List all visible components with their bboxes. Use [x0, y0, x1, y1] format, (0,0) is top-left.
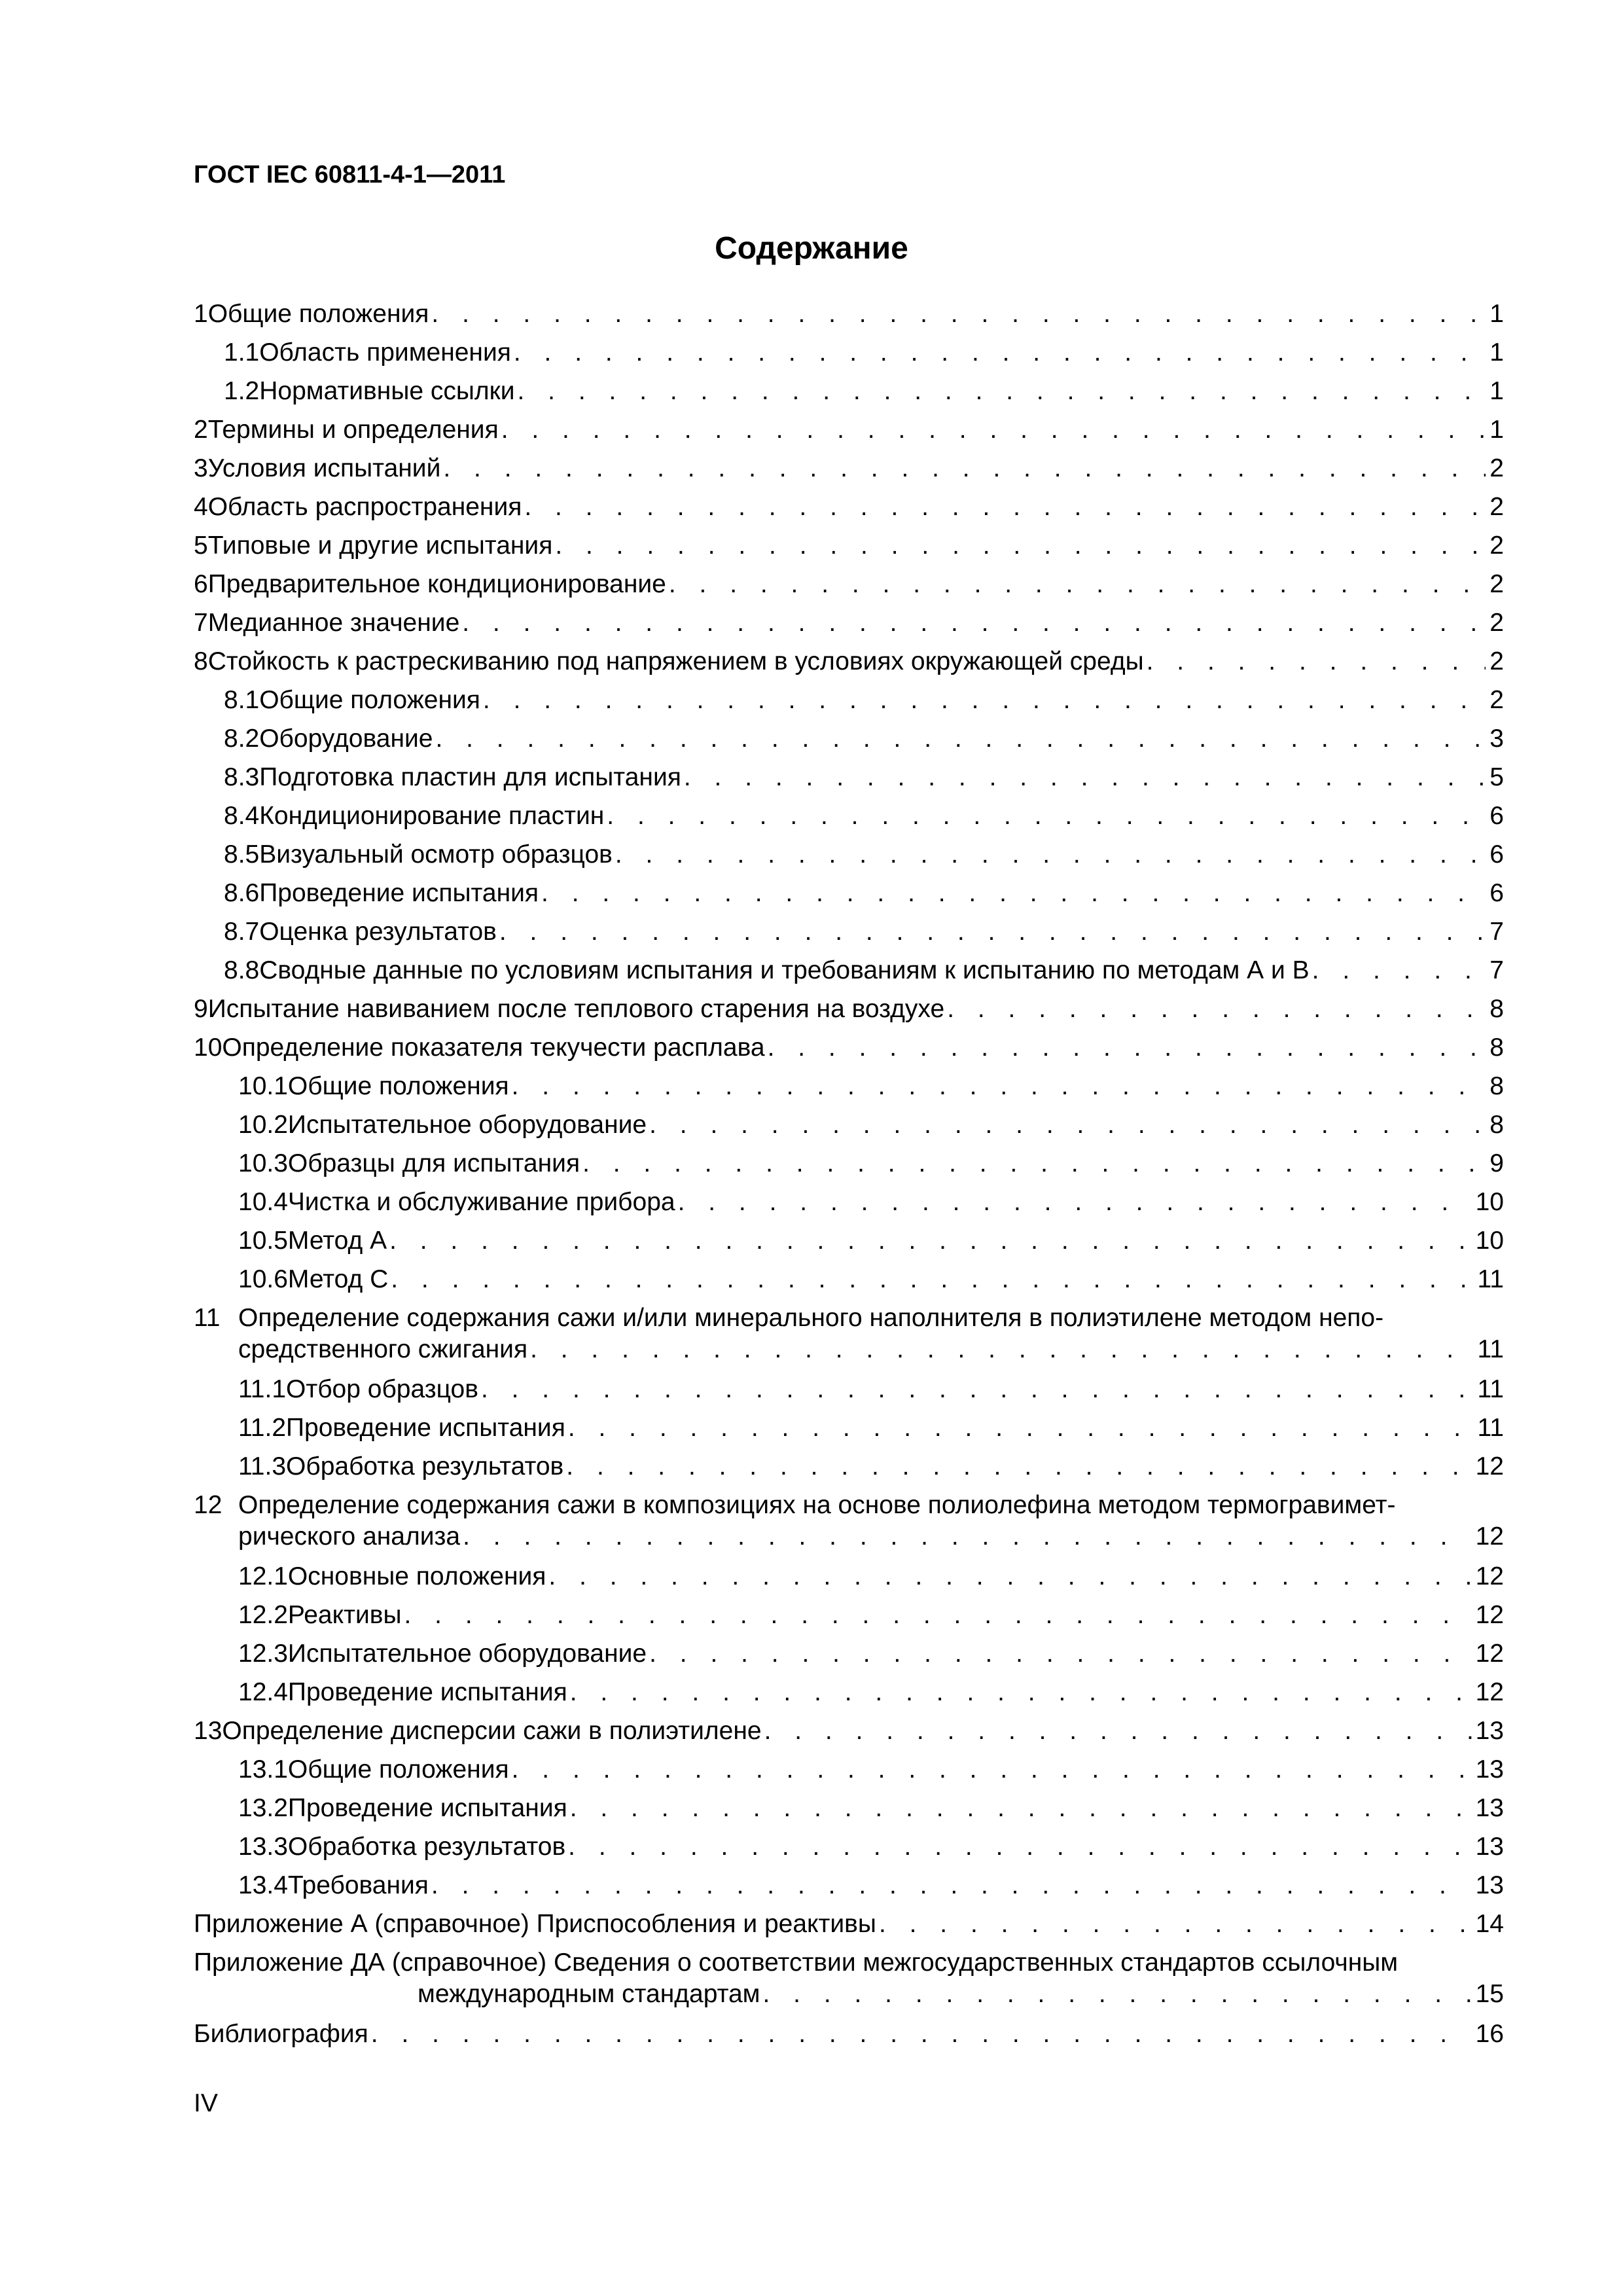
toc-leader: [404, 1600, 1471, 1631]
toc-leader: [518, 376, 1486, 407]
toc-entry-title: Определение показателя текучести расплава: [222, 1033, 765, 1062]
toc-entry[interactable]: [194, 955, 1504, 986]
toc-entry-title: Область распространения: [207, 493, 522, 521]
toc-entry-title: Проведение испытания: [287, 1678, 567, 1706]
toc-entry-title: Метод А: [287, 1227, 387, 1255]
toc-leader: [463, 1521, 1472, 1552]
toc-entry-page: 9: [1489, 1149, 1504, 1177]
toc-leader: [947, 994, 1486, 1025]
toc-entry-title: Общие положения: [287, 1755, 509, 1784]
toc-entry-appendix-a[interactable]: [194, 1909, 1504, 1940]
toc-entry-page: 8: [1489, 1072, 1504, 1100]
toc-entry-number: 13: [194, 1717, 223, 1745]
toc-leader: [462, 607, 1486, 639]
toc-entry-title: Сводные данные по условиям испытания и требованиям к испытанию по методам А и В: [259, 956, 1310, 984]
toc-entry-title: Нормативные ссылки: [259, 377, 515, 405]
toc-entry-title-continued: рического анализа: [238, 1522, 461, 1551]
toc-entry-number: 4: [194, 493, 208, 521]
toc-entry-number: 1.2: [224, 377, 260, 405]
toc-entry-page: 10: [1475, 1188, 1504, 1216]
toc-leader: [555, 530, 1486, 562]
toc-entry-page: 13: [1475, 1871, 1504, 1899]
toc-leader: [615, 839, 1486, 870]
toc-entry-title: Общие положения: [287, 1072, 509, 1100]
toc-entry-appendix-da[interactable]: [194, 1947, 1504, 2010]
toc-entry-number: 10.5: [238, 1227, 288, 1255]
toc-entry[interactable]: [194, 685, 1504, 716]
toc-entry-number: 3: [194, 454, 208, 482]
toc-entry-title: Определение дисперсии сажи в полиэтилене: [222, 1717, 762, 1745]
toc-entry-page: 2: [1489, 493, 1504, 521]
toc-entry-page: 12: [1475, 1601, 1504, 1629]
toc-entry-page: 12: [1475, 1452, 1504, 1480]
toc-entry-number: 11: [194, 1304, 221, 1332]
toc-entry-number: 13.1: [238, 1755, 288, 1784]
toc-leader: [512, 1754, 1472, 1785]
toc-entry-page: 6: [1489, 840, 1504, 869]
toc-entry-page: 2: [1489, 454, 1504, 482]
toc-entry-page: 13: [1475, 1717, 1504, 1745]
toc-entry-title: Образцы для испытания: [287, 1149, 580, 1177]
toc-entry-number: 8.1: [224, 686, 260, 714]
toc-entry-number: 9: [194, 995, 208, 1023]
toc-entry[interactable]: [194, 1412, 1504, 1444]
toc-entry[interactable]: [194, 1225, 1504, 1257]
toc-entry-number: 6: [194, 570, 208, 598]
toc-entry-page: 2: [1489, 570, 1504, 598]
toc-entry[interactable]: [194, 1754, 1504, 1785]
toc-entry[interactable]: [194, 1187, 1504, 1218]
toc-entry-page: 8: [1489, 995, 1504, 1023]
toc-entry-number: 10.3: [238, 1149, 288, 1177]
toc-entry[interactable]: [194, 1561, 1504, 1592]
toc-entry[interactable]: [194, 800, 1504, 832]
toc-leader: [570, 1793, 1472, 1824]
toc-entry-page: 6: [1489, 879, 1504, 907]
toc-entry-page: 15: [1475, 1980, 1504, 2008]
toc-entry[interactable]: [194, 1109, 1504, 1141]
toc-leader: [431, 298, 1486, 330]
toc-entry-number: 10.6: [238, 1265, 288, 1293]
document-header: ГОСТ IEC 60811-4-1—2011: [194, 161, 506, 188]
toc-leader: [530, 1334, 1473, 1365]
toc-leader: [879, 1909, 1472, 1940]
toc-entry[interactable]: [194, 839, 1504, 870]
toc-entry[interactable]: [194, 453, 1504, 484]
toc-entry-number: 10.1: [238, 1072, 288, 1100]
toc-entry-number: 2: [194, 416, 208, 444]
toc-leader: [501, 414, 1486, 446]
toc-entry[interactable]: [194, 1451, 1504, 1482]
toc-entry-title: Обработка результатов: [287, 1833, 566, 1861]
toc-leader: [541, 878, 1486, 909]
toc-entry[interactable]: [194, 1638, 1504, 1670]
toc-leader: [566, 1451, 1471, 1482]
toc-leader: [499, 916, 1486, 948]
toc-entry-number: 8.2: [224, 725, 260, 753]
toc-entry-number: 5: [194, 531, 208, 560]
toc-entry-number: 10: [194, 1033, 223, 1062]
toc-entry[interactable]: [194, 723, 1504, 755]
toc-entry[interactable]: [194, 1715, 1504, 1747]
toc-entry-bibliography[interactable]: [194, 2018, 1504, 2050]
toc-entry-title: Кондиционирование пластин: [259, 802, 605, 830]
toc-entry[interactable]: [194, 916, 1504, 948]
toc-entry-title: Метод С: [287, 1265, 389, 1293]
toc-entry-number: 11.3: [238, 1452, 287, 1480]
toc-leader: [678, 1187, 1472, 1218]
toc-entry-title: Приложение ДА (справочное) Сведения о соответствии межгосударственных стандартов ссылочным: [194, 1948, 1399, 1977]
toc-leader: [764, 1715, 1472, 1747]
toc-entry-page: 13: [1475, 1833, 1504, 1861]
toc-entry-page: 12: [1475, 1640, 1504, 1668]
toc-entry-page: 1: [1489, 338, 1504, 367]
toc-entry-title: Приложение А (справочное) Приспособления и реактивы: [194, 1910, 876, 1938]
toc-leader: [371, 2018, 1472, 2050]
toc-entry-page: 14: [1475, 1910, 1504, 1938]
toc-entry-title: Оценка результатов: [259, 918, 497, 946]
toc-entry-page: 2: [1489, 531, 1504, 560]
toc-entry-page: 2: [1489, 686, 1504, 714]
toc-entry[interactable]: [194, 1870, 1504, 1901]
toc-leader: [524, 492, 1486, 523]
toc-entry-number: 12.4: [238, 1678, 288, 1706]
toc-entry-title: Испытание навиванием после теплового старения на воздухе: [207, 995, 945, 1023]
toc-entry-title: Чистка и обслуживание прибора: [287, 1188, 675, 1216]
toc-entry-page: 8: [1489, 1111, 1504, 1139]
toc-entry-page: 1: [1489, 300, 1504, 328]
toc-entry-number: 1.1: [224, 338, 260, 367]
toc-entry[interactable]: [194, 337, 1504, 368]
toc-leader: [391, 1264, 1473, 1295]
toc-entry[interactable]: [194, 1793, 1504, 1824]
toc-entry-title: Проведение испытания: [287, 1794, 567, 1822]
toc-leader: [684, 762, 1486, 793]
toc-entry-page: 13: [1475, 1794, 1504, 1822]
toc-entry-title: Требования: [287, 1871, 429, 1899]
toc-entry[interactable]: [194, 1490, 1504, 1552]
toc-leader: [389, 1225, 1472, 1257]
toc-entry-title: Условия испытаний: [207, 454, 441, 482]
toc-entry-title: Проведение испытания: [286, 1414, 565, 1442]
toc-entry-number: 8: [194, 647, 208, 675]
toc-leader: [1147, 646, 1486, 677]
toc-entry-title: Библиография: [194, 2020, 368, 2048]
toc-leader: [568, 1412, 1474, 1444]
toc-entry-page: 12: [1475, 1678, 1504, 1706]
toc-entry[interactable]: [194, 492, 1504, 523]
toc-entry-title: Типовые и другие испытания: [207, 531, 553, 560]
toc-entry-page: 13: [1475, 1755, 1504, 1784]
toc-entry-number: 8.5: [224, 840, 260, 869]
toc-leader: [483, 685, 1486, 716]
toc-entry-number: 8.6: [224, 879, 260, 907]
toc-entry[interactable]: [194, 762, 1504, 793]
toc-entry-page: 11: [1477, 1265, 1504, 1293]
toc-leader: [649, 1638, 1472, 1670]
toc-leader: [1312, 955, 1486, 986]
toc-entry-title: Испытательное оборудование: [287, 1640, 647, 1668]
toc-entry-number: 12.1: [238, 1562, 288, 1590]
toc-entry[interactable]: [194, 1264, 1504, 1295]
toc-entry-number: 11.1: [238, 1375, 287, 1403]
toc-leader: [548, 1561, 1471, 1592]
toc-entry[interactable]: [194, 414, 1504, 446]
toc-entry[interactable]: [194, 1374, 1504, 1405]
toc-leader: [481, 1374, 1474, 1405]
toc-entry[interactable]: [194, 878, 1504, 909]
page-number: IV: [194, 2089, 218, 2117]
page-title: Содержание: [715, 231, 908, 266]
toc-entry-title: Определение содержания сажи в композициях на основе полиолефина методом термогравимет-: [238, 1491, 1396, 1519]
toc-entry-title: Термины и определения: [207, 416, 499, 444]
toc-leader: [435, 723, 1486, 755]
toc-entry[interactable]: [194, 298, 1504, 330]
toc-entry-number: 8.7: [224, 918, 260, 946]
toc-entry-title-continued: средственного сжигания: [238, 1335, 528, 1363]
toc-leader: [514, 337, 1486, 368]
toc-entry-number: 12.3: [238, 1640, 288, 1668]
toc-entry[interactable]: [194, 1677, 1504, 1708]
toc-entry-page: 2: [1489, 647, 1504, 675]
toc-entry-number: 11.2: [238, 1414, 287, 1442]
toc-entry[interactable]: [194, 1032, 1504, 1064]
toc-leader: [570, 1677, 1472, 1708]
toc-entry-page: 7: [1489, 956, 1504, 984]
toc-entry-title: Испытательное оборудование: [287, 1111, 647, 1139]
toc-entry-page: 8: [1489, 1033, 1504, 1062]
toc-entry-number: 10.4: [238, 1188, 288, 1216]
toc-entry-number: 8.4: [224, 802, 260, 830]
toc-entry[interactable]: [194, 607, 1504, 639]
toc-entry[interactable]: [194, 1071, 1504, 1102]
toc-leader: [607, 800, 1486, 832]
toc-entry-title: Определение содержания сажи и/или минерального наполнителя в полиэтилене методом непо-: [238, 1304, 1384, 1332]
toc-entry-page: 11: [1477, 1414, 1504, 1442]
toc-leader: [582, 1148, 1486, 1179]
toc-entry-page: 11: [1477, 1375, 1504, 1403]
toc-leader: [512, 1071, 1486, 1102]
toc-entry-number: 12: [194, 1491, 223, 1519]
toc-entry-title: Обработка результатов: [286, 1452, 564, 1480]
toc-entry-page: 3: [1489, 725, 1504, 753]
toc-leader: [431, 1870, 1472, 1901]
toc-entry-page: 5: [1489, 763, 1504, 791]
toc-leader: [669, 569, 1486, 600]
toc-entry-page: 7: [1489, 918, 1504, 946]
toc-entry-title: Подготовка пластин для испытания: [259, 763, 681, 791]
toc-entry-number: 10.2: [238, 1111, 288, 1139]
toc-entry-title: Реактивы: [287, 1601, 402, 1629]
toc-entry-number: 12.2: [238, 1601, 288, 1629]
toc-entry-title: Общие положения: [259, 686, 480, 714]
toc-entry-number: 13.4: [238, 1871, 288, 1899]
toc-entry[interactable]: [194, 1600, 1504, 1631]
toc-entry-number: 13.2: [238, 1794, 288, 1822]
toc-leader: [568, 1831, 1471, 1863]
toc-entry-page: 12: [1475, 1522, 1504, 1551]
toc-entry-number: 7: [194, 609, 208, 637]
toc-entry[interactable]: [194, 1302, 1504, 1365]
toc-entry-page: 10: [1475, 1227, 1504, 1255]
toc-entry-title: Визуальный осмотр образцов: [259, 840, 613, 869]
toc-entry-title: Оборудование: [259, 725, 433, 753]
toc-entry-title: Область применения: [259, 338, 511, 367]
toc-entry-title: Общие положения: [207, 300, 429, 328]
toc-entry[interactable]: [194, 376, 1504, 407]
toc-entry-title: Стойкость к растрескиванию под напряжением в условиях окружающей среды: [207, 647, 1144, 675]
toc-leader: [649, 1109, 1486, 1141]
toc-leader: [763, 1979, 1472, 2010]
toc-entry-number: 8.3: [224, 763, 260, 791]
toc-entry-page: 12: [1475, 1562, 1504, 1590]
toc-entry-title: Медианное значение: [207, 609, 460, 637]
toc-entry-page: 16: [1475, 2020, 1504, 2048]
toc-entry[interactable]: [194, 1148, 1504, 1179]
toc-entry-number: 8.8: [224, 956, 260, 984]
toc-entry[interactable]: [194, 1831, 1504, 1863]
toc-entry-page: 6: [1489, 802, 1504, 830]
toc-entry-number: 13.3: [238, 1833, 288, 1861]
toc-entry-title: Предварительное кондиционирование: [207, 570, 666, 598]
toc-entry[interactable]: [194, 994, 1504, 1025]
toc-entry-page: 1: [1489, 377, 1504, 405]
toc-entry[interactable]: [194, 530, 1504, 562]
toc-entry[interactable]: [194, 646, 1504, 677]
toc-entry-page: 2: [1489, 609, 1504, 637]
toc-entry-page: 11: [1477, 1335, 1504, 1363]
toc-entry-title: Отбор образцов: [286, 1375, 478, 1403]
toc-leader: [768, 1032, 1486, 1064]
toc-entry[interactable]: [194, 569, 1504, 600]
toc-entry-title: Основные положения: [287, 1562, 546, 1590]
toc-entry-page: 1: [1489, 416, 1504, 444]
toc-entry-title: Проведение испытания: [259, 879, 539, 907]
toc-entry-title-continued: международным стандартам: [418, 1980, 760, 2008]
toc-entry-number: 1: [194, 300, 208, 328]
toc-leader: [443, 453, 1486, 484]
